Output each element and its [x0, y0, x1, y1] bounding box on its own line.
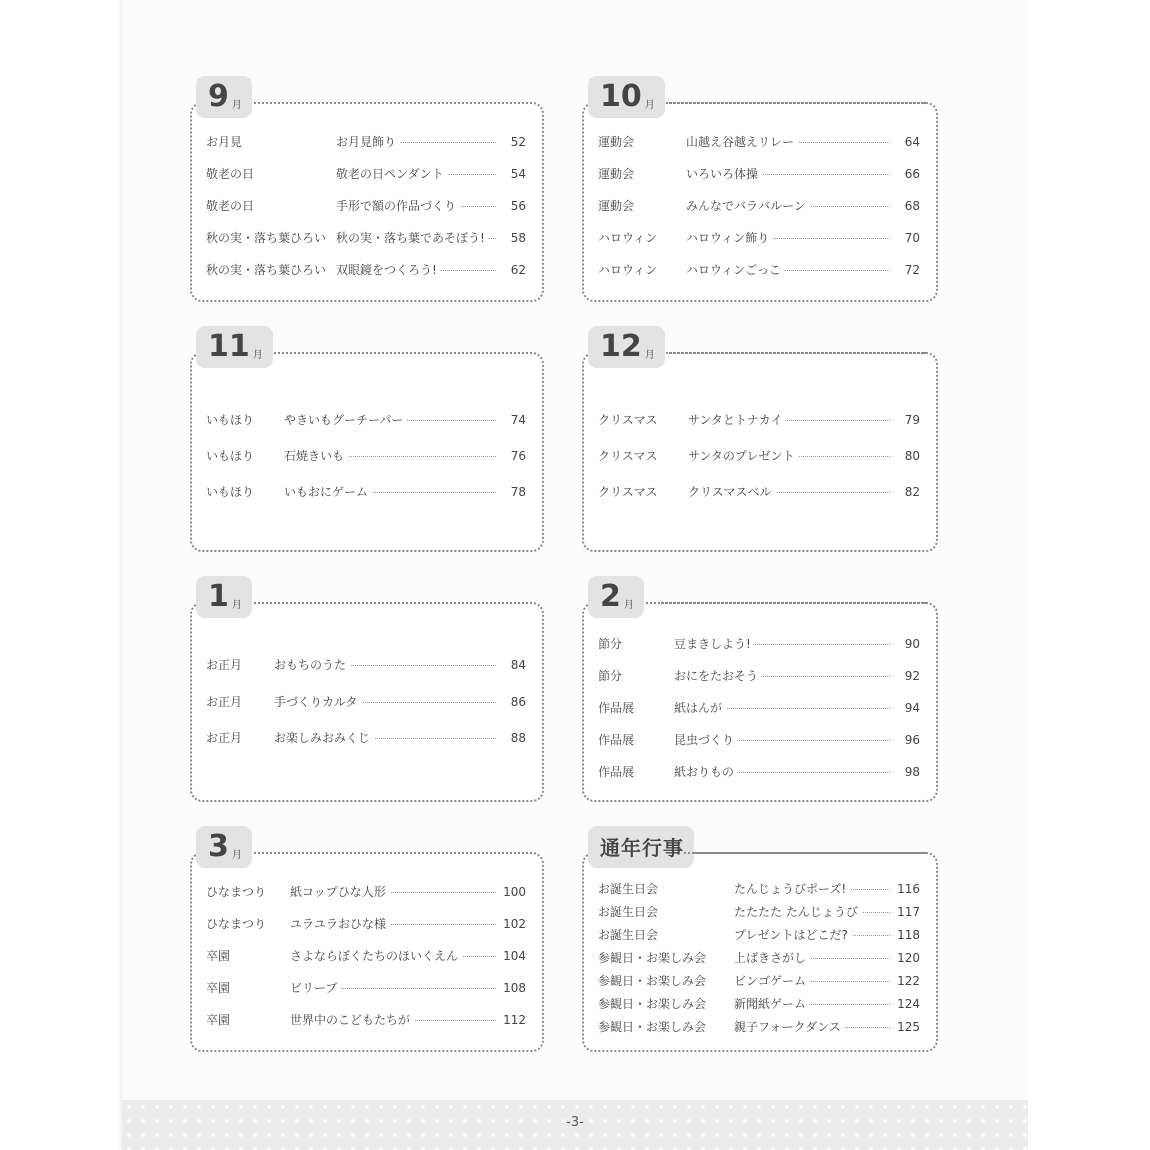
month-tab — [196, 826, 252, 868]
event-name: クリスマス — [598, 413, 658, 427]
toc-entry[interactable] — [190, 484, 544, 500]
page-ref: 124 — [897, 997, 920, 1011]
month-number: 2 — [600, 579, 621, 614]
activity-title: お楽しみおみくじ — [274, 730, 374, 746]
toc-entry[interactable] — [582, 484, 938, 500]
toc-entry[interactable] — [190, 262, 544, 278]
event-name: 参観日・お楽しみ会 — [598, 974, 707, 988]
event-name: お誕生日会 — [598, 928, 659, 942]
activity-title: 敬老の日ペンダント — [336, 166, 448, 182]
activity-title: 紙はんが — [674, 700, 726, 716]
event-name: 運動会 — [598, 199, 635, 213]
activity-title: みんなでバラバルーン — [686, 198, 810, 214]
toc-entry[interactable] — [582, 134, 938, 150]
page-ref: 79 — [904, 413, 920, 427]
toc-entry[interactable] — [582, 412, 938, 428]
month-tab — [588, 826, 694, 868]
month-tab — [196, 576, 252, 618]
activity-title: 昆虫づくり — [674, 732, 738, 748]
event-name: 参観日・お楽しみ会 — [598, 951, 707, 965]
event-name: いもほり — [206, 485, 255, 499]
activity-title: 手づくりカルタ — [274, 694, 362, 710]
page-ref: 80 — [904, 449, 920, 463]
page-ref: 76 — [510, 449, 526, 463]
page-ref: 102 — [503, 917, 526, 931]
toc-entry[interactable] — [582, 996, 938, 1012]
toc-entry[interactable] — [582, 904, 938, 920]
page-ref: 86 — [510, 695, 526, 709]
month-number: 11 — [208, 329, 250, 364]
activity-title: 紙おりもの — [674, 764, 738, 780]
event-name: 運動会 — [598, 167, 635, 181]
event-name: クリスマス — [598, 449, 658, 463]
month-unit: 月 — [231, 100, 242, 111]
header-dotted-line — [266, 102, 532, 104]
month-unit: 月 — [644, 100, 655, 111]
page-ref: 82 — [904, 485, 920, 499]
activity-title: 親子フォークダンス — [734, 1019, 845, 1035]
page-ref: 108 — [503, 981, 526, 995]
page-ref: 62 — [510, 263, 526, 277]
page-ref: 54 — [510, 167, 526, 181]
event-name: 卒園 — [206, 949, 231, 963]
page-ref: 64 — [904, 135, 920, 149]
event-name: ひなまつり — [206, 885, 267, 899]
activity-title: ビリーブ — [290, 980, 341, 996]
month-number: 10 — [600, 79, 642, 114]
event-name: お誕生日会 — [598, 882, 659, 896]
activity-title: ハロウィンごっこ — [686, 262, 785, 278]
month-tab — [196, 76, 252, 118]
page-ref: 78 — [510, 485, 526, 499]
page-ref: 117 — [897, 905, 920, 919]
month-unit: 月 — [252, 350, 263, 361]
page-ref: 94 — [904, 701, 920, 715]
header-dotted-line — [274, 352, 532, 354]
event-name: 参観日・お楽しみ会 — [598, 997, 707, 1011]
event-name: お正月 — [206, 695, 243, 709]
month-unit: 月 — [623, 600, 634, 611]
event-name: いもほり — [206, 449, 255, 463]
page-ref: 116 — [897, 882, 920, 896]
month-tab — [588, 576, 644, 618]
toc-entry[interactable] — [582, 881, 938, 897]
event-name: 秋の実・落ち葉ひろい — [206, 263, 327, 277]
toc-entry[interactable] — [582, 262, 938, 278]
header-dotted-line — [658, 602, 926, 604]
toc-entry[interactable] — [190, 448, 544, 464]
event-name: 作品展 — [598, 733, 635, 747]
activity-title: 上ばきさがし — [734, 950, 810, 966]
activity-title: 石焼きいも — [284, 448, 348, 464]
activity-title: いもおにゲーム — [284, 484, 372, 500]
event-name: 参観日・お楽しみ会 — [598, 1020, 707, 1034]
page-ref: 90 — [904, 637, 920, 651]
event-name: 秋の実・落ち葉ひろい — [206, 231, 327, 245]
activity-title: サンタとトナカイ — [688, 412, 786, 428]
toc-entry[interactable] — [190, 657, 544, 673]
month-unit: 月 — [644, 350, 655, 361]
activity-title: 山越え谷越えリレー — [686, 134, 798, 150]
page-ref: 68 — [904, 199, 920, 213]
toc-entry[interactable] — [190, 412, 544, 428]
page-ref: 56 — [510, 199, 526, 213]
event-name: 作品展 — [598, 701, 635, 715]
toc-entry[interactable] — [190, 230, 544, 246]
activity-title: いろいろ体操 — [686, 166, 762, 182]
activity-title: やきいもグーチーパー — [284, 412, 407, 428]
month-tab — [588, 76, 665, 118]
toc-entry[interactable] — [582, 230, 938, 246]
toc-entry[interactable] — [582, 700, 938, 716]
page-ref: 98 — [904, 765, 920, 779]
activity-title: プレゼントはどこだ? — [734, 927, 852, 943]
page-ref: 125 — [897, 1020, 920, 1034]
page-ref: 118 — [897, 928, 920, 942]
page-ref: 52 — [510, 135, 526, 149]
page-ref: 96 — [904, 733, 920, 747]
activity-title: 紙コップひな人形 — [290, 884, 390, 900]
page-ref: 70 — [904, 231, 920, 245]
toc-entry[interactable] — [582, 636, 938, 652]
page-ref: 74 — [510, 413, 526, 427]
toc-entry[interactable] — [190, 730, 544, 746]
event-name: ハロウィン — [598, 231, 658, 245]
event-name: 敬老の日 — [206, 199, 255, 213]
header-dotted-line — [666, 352, 926, 354]
toc-entry[interactable] — [582, 166, 938, 182]
month-number: 3 — [208, 829, 229, 864]
activity-title: お月見飾り — [336, 134, 400, 150]
event-name: ハロウィン — [598, 263, 658, 277]
activity-title: 手形で額の作品づくり — [336, 198, 460, 214]
event-name: いもほり — [206, 413, 255, 427]
activity-title: クリスマスベル — [688, 484, 776, 500]
month-number: 12 — [600, 329, 642, 364]
toc-entry[interactable] — [582, 973, 938, 989]
activity-title: 新聞紙ゲーム — [734, 996, 810, 1012]
page-ref: 58 — [510, 231, 526, 245]
toc-entry[interactable] — [190, 884, 544, 900]
page-ref: 112 — [503, 1013, 526, 1027]
toc-entry[interactable] — [190, 198, 544, 214]
page-ref: 100 — [503, 885, 526, 899]
activity-title: 双眼鏡をつくろう! — [336, 262, 441, 278]
event-name: 節分 — [598, 669, 623, 683]
activity-title: たんじょうびポーズ! — [734, 881, 850, 897]
month-number: 1 — [208, 579, 229, 614]
toc-entry[interactable] — [190, 134, 544, 150]
event-name: 敬老の日 — [206, 167, 255, 181]
activity-title: 世界中のこどもたちが — [290, 1012, 414, 1028]
event-name: 節分 — [598, 637, 623, 651]
page-ref: 92 — [904, 669, 920, 683]
activity-title: 豆まきしよう! — [674, 636, 755, 652]
page-ref: 88 — [510, 731, 526, 745]
page-ref: 72 — [904, 263, 920, 277]
event-name: お月見 — [206, 135, 243, 149]
toc-entry[interactable] — [582, 927, 938, 943]
toc-entry[interactable] — [190, 694, 544, 710]
header-dotted-line — [274, 602, 532, 604]
header-dotted-line — [274, 852, 532, 854]
event-name: ひなまつり — [206, 917, 267, 931]
toc-entry[interactable] — [582, 732, 938, 748]
month-number: 9 — [208, 79, 229, 114]
toc-entry[interactable] — [582, 950, 938, 966]
activity-title: サンタのプレゼント — [688, 448, 798, 464]
page-ref: 120 — [897, 951, 920, 965]
activity-title: おにをたおそう — [674, 668, 762, 684]
activity-title: たたたた たんじょうび — [734, 904, 862, 920]
event-name: お正月 — [206, 658, 243, 672]
toc-entry[interactable] — [582, 1019, 938, 1035]
activity-title: ハロウィン飾り — [686, 230, 773, 246]
month-unit: 月 — [231, 850, 242, 861]
event-name: 運動会 — [598, 135, 635, 149]
event-name: 作品展 — [598, 765, 635, 779]
toc-entry[interactable] — [190, 166, 544, 182]
month-tab — [196, 326, 273, 368]
event-name: お誕生日会 — [598, 905, 659, 919]
toc-entry[interactable] — [582, 668, 938, 684]
header-dotted-line — [684, 852, 926, 854]
toc-entry[interactable] — [190, 916, 544, 932]
activity-title: おもちのうた — [274, 657, 350, 673]
toc-entry[interactable] — [190, 980, 544, 996]
page-ref: 84 — [510, 658, 526, 672]
activity-title: 秋の実・落ち葉であそぼう! — [336, 230, 489, 246]
page-ref: 122 — [897, 974, 920, 988]
page-number: -3- — [566, 1115, 584, 1130]
page-ref: 104 — [503, 949, 526, 963]
event-name: クリスマス — [598, 485, 658, 499]
activity-title: さよならぼくたちのほいくえん — [290, 948, 462, 964]
toc-entry[interactable] — [582, 764, 938, 780]
activity-title: ビンゴゲーム — [734, 973, 810, 989]
header-dotted-line — [666, 102, 926, 104]
event-name: 卒園 — [206, 981, 231, 995]
activity-title: ユラユラおひな様 — [290, 916, 390, 932]
month-tab — [588, 326, 665, 368]
event-name: 卒園 — [206, 1013, 231, 1027]
toc-entry[interactable] — [190, 948, 544, 964]
page-ref: 66 — [904, 167, 920, 181]
event-name: お正月 — [206, 731, 243, 745]
toc-entry[interactable] — [190, 1012, 544, 1028]
toc-entry[interactable] — [582, 448, 938, 464]
month-unit: 月 — [231, 600, 242, 611]
toc-entry[interactable] — [582, 198, 938, 214]
section-heading: 通年行事 — [600, 836, 684, 860]
